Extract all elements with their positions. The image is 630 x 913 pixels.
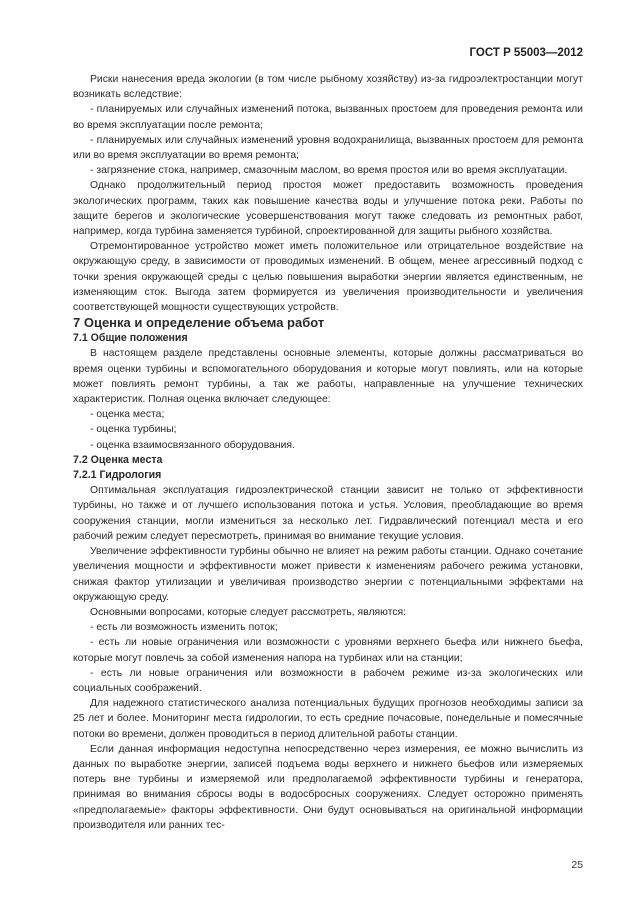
page-body [73, 72, 583, 833]
list-item: - есть ли новые ограничения или возможности в рабочем режиме из-за экологических или социальных соображений. [73, 667, 583, 694]
paragraph: Для надежного статистического анализа потенциальных будущих прогнозов необходимы записи за 25 лет и более. Мониторинг места гидрологии, то есть средние почасовые, понедельные и помесячные потоки во времени, должен проводиться в период длительной работы станции. [73, 698, 583, 740]
paragraph: Отремонтированное устройство может иметь положительное или отрицательное воздействие на окружающую среду, в зависимости от проводимых изменений. В общем, менее агрессивный подход с точки зрения окружающей среды с целью повышения выработки энергии является единственным, не изменяющим сток. Выгода затем формируется из увеличения производительности и увеличения соответствующей мощности существующих устройств. [73, 241, 583, 314]
paragraph: Увеличение эффективности турбины обычно не влияет на режим работы станции. Однако сочетание увеличения мощности и эффективности может привести к изменениям рабочего режима установки, снижая фактор утилизации и увеличивая производство энергии с потенциальными эффектами на окружающую среду. [73, 546, 583, 603]
document-header-id: ГОСТ Р 55003—2012 [469, 47, 583, 59]
subsection-heading-7-2: 7.2 Оценка места [73, 453, 163, 466]
paragraph: Риски нанесения вреда экологии (в том числе рыбному хозяйству) из-за гидроэлектростанции могут возникать вследствие: [73, 74, 583, 101]
subsection-heading-7-2-1: 7.2.1 Гидрология [73, 469, 162, 482]
list-item: - есть ли новые ограничения или возможности с уровнями верхнего бьефа или нижнего бьефа, которые могут повлечь за собой изменения напора на турбинах или на станции; [73, 637, 583, 664]
paragraph: Оптимальная эксплуатация гидроэлектрической станции зависит не только от эффективности турбины, но также и от лучшего использования потока и устья. Условия, преобладающие во время сооружения станции, могли измениться за несколько лет. Гидравлический потенциал места и его рабочий режим следует пересмотреть, принимая во внимание текущие условия. [73, 485, 583, 542]
list-item: - оценка места; [90, 409, 165, 421]
list-item: - оценка турбины; [90, 424, 177, 436]
list-item: - оценка взаимосвязанного оборудования. [90, 439, 295, 451]
paragraph: В настоящем разделе представлены основные элементы, которые должны рассматриваться во время оценки турбины и вспомогательного оборудования и которые могут повлиять, или на которые может повлиять ремонт турбины, а так же работы, направленные на улучшение технических характеристик. Полная оценка включает следующее: [73, 348, 583, 406]
paragraph: Если данная информация недоступна непосредственно через измерения, ее можно вычислить из данных по выработке энергии, записей подъема воды верхнего и нижнего бьефов или измеряемых потерь вне турбины и измеряемой или предполагаемой эффективности турбины и генератора, принимая во внимания сбросы воды в водосбросных сооружениях. Следует осторожно применять «предполагаемые» факторы эффективности. Они будут основываться на оригинальной информации производителя или ранних тес- [73, 743, 583, 831]
section-heading-7: 7 Оценка и определение объема работ [73, 315, 325, 331]
list-item: - загрязнение стока, например, смазочным маслом, во время простоя или во время эксплуатации. [90, 165, 568, 177]
list-item: - планируемых или случайных изменений потока, вызванных простоем для проведения ремонта или во время эксплуатации после ремонта; [73, 104, 583, 131]
paragraph: Основными вопросами, которые следует рассмотреть, являются: [90, 606, 407, 618]
list-item: - есть ли возможность изменить поток; [90, 622, 278, 634]
page-number: 25 [571, 859, 583, 871]
list-item: - планируемых или случайных изменений уровня водохранилища, вызванных простоем для ремонта или во время эксплуатации во время ремонта; [73, 134, 583, 162]
subsection-heading-7-1: 7.1 Общие положения [73, 332, 188, 345]
paragraph: Однако продолжительный период простоя может предоставить возможность проведения экологических программ, таких как повышение качества воды и улучшение потока реки. Работы по защите берегов и экологические усовершенствования могут также следовать из ремонтных работ, например, когда турбина заменяется турбиной, спроектированной для защиты рыбного хозяйства. [73, 180, 583, 238]
